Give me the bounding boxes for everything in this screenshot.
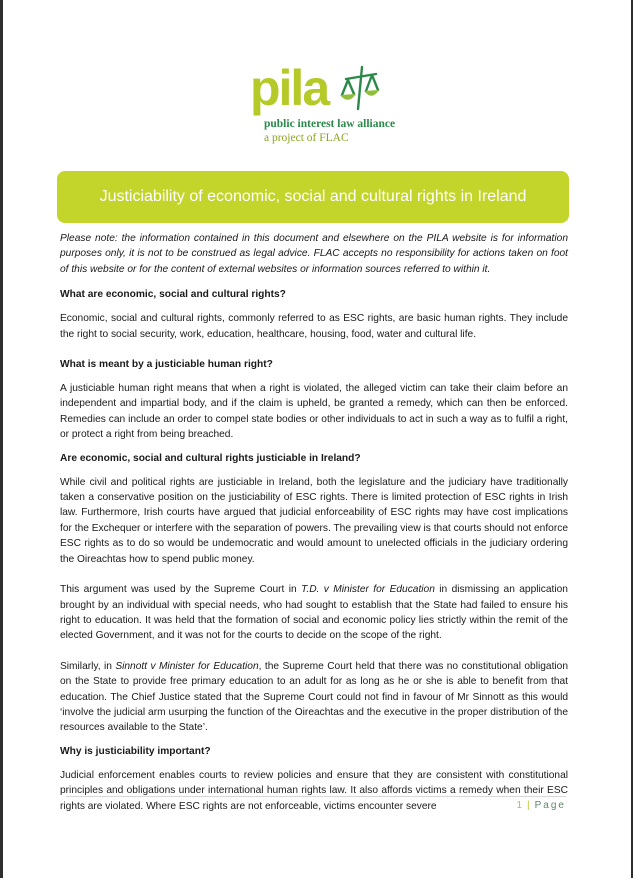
text-run: This argument was used by the Supreme Court in [60, 584, 302, 596]
page-number [516, 800, 566, 811]
window-border-left [0, 0, 3, 878]
text-run: , the Supreme Court held that there was no constitutional obligation on the State to provide free primary education to an adult for as long as he or she is able to benefit from that education. The Chief Justice stated that the Supreme Court could not find in favour of Mr Sinnott as this would ‘involve the judicial arm usurping the function of the Oireachtas and the executive in the proper distribution of the resources available to the State’. [60, 660, 568, 734]
case-citation: Sinnott v Minister for Education [115, 660, 259, 672]
document-body [60, 231, 568, 822]
page-number-value: 1 [516, 800, 525, 811]
text-run: Similarly, in [60, 660, 116, 672]
logo-subtagline: a project of FLAC [264, 132, 349, 144]
case-citation: T.D. v Minister for Education [301, 584, 435, 596]
case-paragraph [60, 659, 568, 736]
section-heading: What are economic, social and cultural rights? [60, 289, 286, 301]
section-paragraph: A justiciable human right means that when a right is violated, the alleged victim can take their claim before an independent and impartial body, and if the claim is upheld, be granted a remedy, which can then be enforced. Remedies can include an order to compel state bodies or other individuals to act in such a way as to fulfil a right, or protect a right from being breached. [60, 383, 568, 441]
logo-tagline: public interest law alliance [264, 118, 396, 130]
footer-divider [66, 796, 566, 797]
section-paragraph: Economic, social and cultural rights, commonly referred to as ESC rights, are basic human rights. They include the right to social security, work, education, healthcare, housing, food, water and cultural life. [60, 313, 568, 340]
section-heading: Are economic, social and cultural rights justiciable in Ireland? [60, 452, 361, 464]
document-title: Justiciability of economic, social and cultural rights in Ireland [99, 188, 527, 205]
section-paragraph: Judicial enforcement enables courts to review policies and ensure that they are consistent with constitutional principles and obligations under international human rights law. It also affords victims a remedy when their ESC rights are violated. Where ESC rights are not enforceable, victims encounter severe [60, 769, 568, 812]
document-title-banner [57, 171, 569, 223]
page-number-separator: | [527, 800, 532, 811]
section-heading: What is meant by a justiciable human right? [60, 359, 273, 371]
disclaimer: Please note: the information contained in this document and elsewhere on the PILA website is for information purposes only, it is not to be construed as legal advice. FLAC accepts no responsibility for actions taken on foot of this website or for the content of external websites or information sources referred to within it. [60, 233, 568, 275]
logo-wordmark: pila [250, 60, 329, 116]
pila-logo [250, 60, 396, 151]
text-run: in dismissing an application brought by an individual with special needs, who had sought to establish that the State had failed to ensure his right to education. It was held that the formation of social and economic policy lies strictly within the remit of the elected Government, and it was not for the courts to decide on the scope of the right. [60, 584, 568, 642]
section-paragraph: While civil and political rights are justiciable in Ireland, both the legislature and the judiciary have traditionally taken a conservative position on the justiciability of ESC rights. There is limited protection of ESC rights in Irish law. Furthermore, Irish courts have argued that judicial enforceability of ESC rights may have cost implications for the Exchequer or interfere with the separation of powers. The prevailing view is that courts should not enforce ESC rights as to do so would be undemocratic and would amount to unelected officials in the judiciary ordering the Oireachtas how to spend public money. [60, 476, 568, 565]
scales-of-justice-icon [338, 65, 380, 111]
page-label: Page [534, 800, 566, 811]
case-paragraph [60, 582, 568, 644]
section-heading: Why is justiciability important? [60, 745, 211, 757]
